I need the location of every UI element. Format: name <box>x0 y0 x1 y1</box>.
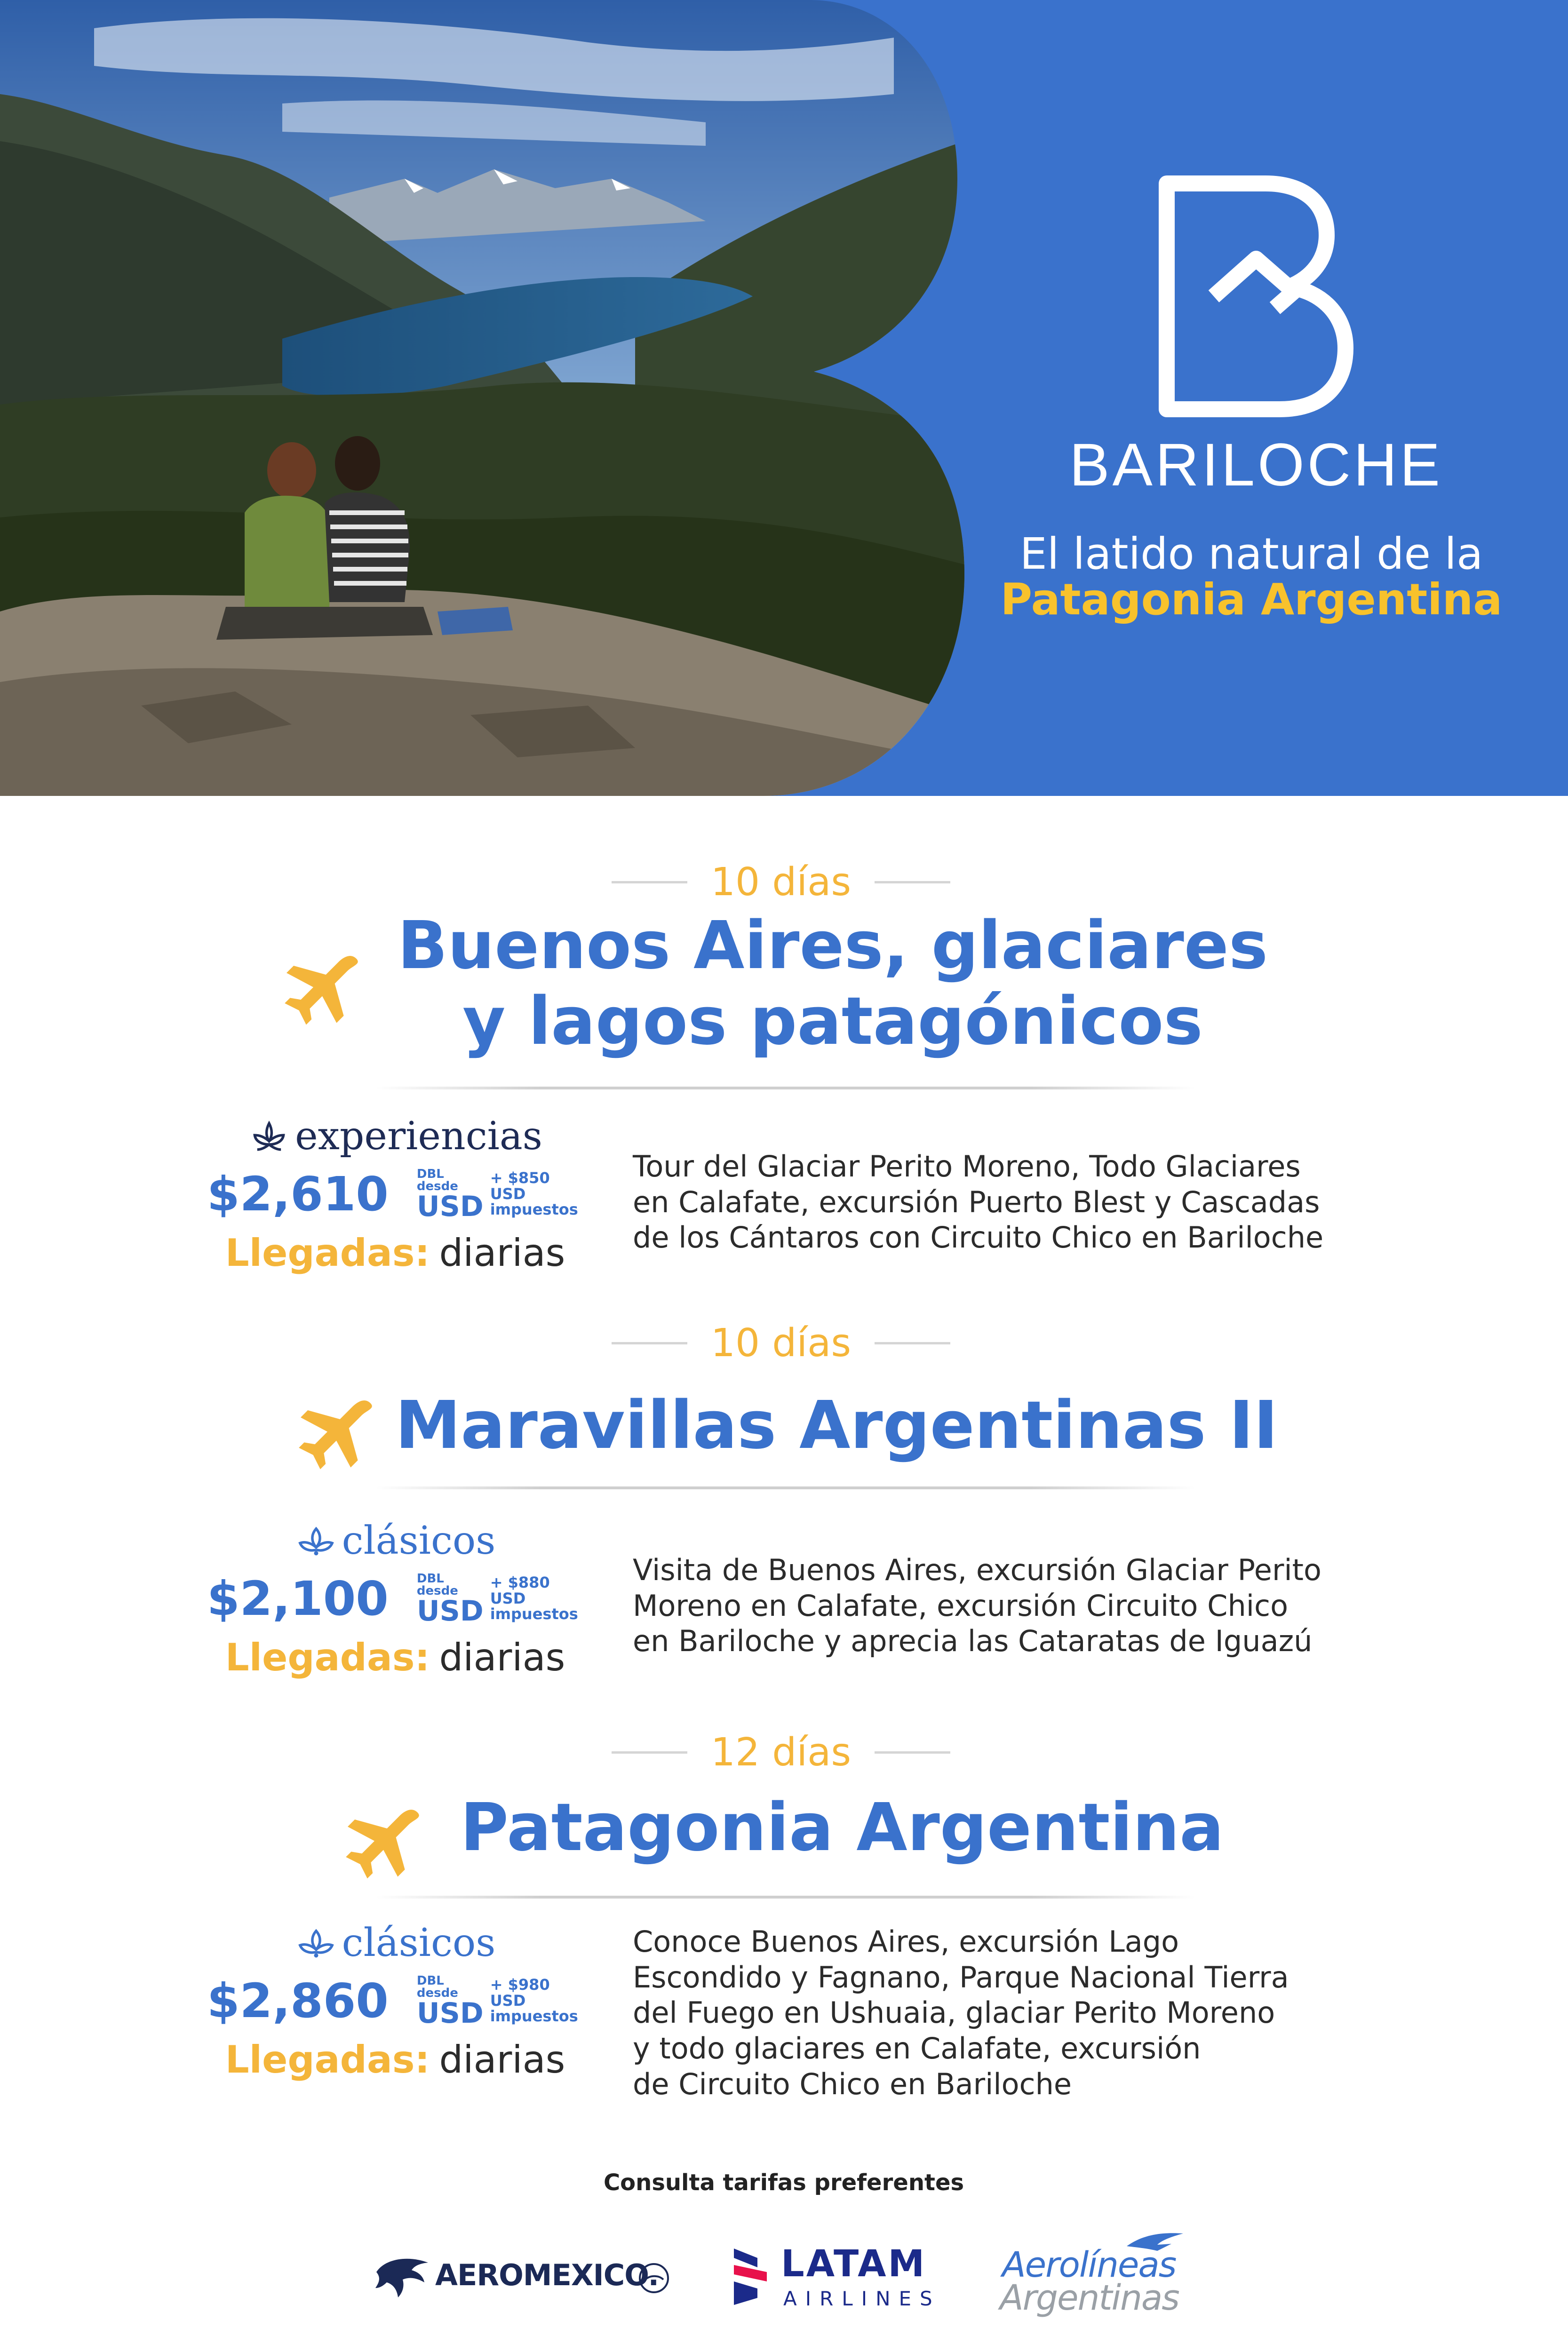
currency-box <box>416 1973 485 2030</box>
package-title-line: Buenos Aires, glaciares <box>397 907 1268 984</box>
description-line: Escondido y Fagnano, Parque Nacional Tierra <box>633 1960 1289 1994</box>
tax-amount: + $880 USD <box>490 1573 550 1607</box>
package-title-line: y lagos patagónicos <box>462 983 1203 1060</box>
package-title <box>367 908 1298 1059</box>
aerolineas-logo-line-1: Aerolíneas <box>1002 2245 1176 2285</box>
duration-row <box>612 1317 950 1369</box>
arrivals-value: diarias <box>439 1636 565 1679</box>
package-card <box>0 1317 1568 1693</box>
dbl-label: DBL desde <box>416 1167 458 1193</box>
tax-label: impuestos <box>490 2007 578 2026</box>
tagline-line-1: El latido natural de la <box>1019 529 1483 579</box>
description-line: Tour del Glaciar Perito Moreno, Todo Glaciares <box>633 1149 1301 1184</box>
divider <box>612 1342 687 1344</box>
tax-label: impuestos <box>490 1605 578 1623</box>
currency-box <box>417 1168 485 1221</box>
description-line: de Circuito Chico en Bariloche <box>633 2066 1072 2101</box>
airplane-icon <box>278 948 367 1037</box>
tax-box <box>490 1575 583 1622</box>
tax-box <box>490 1977 583 2025</box>
arrivals-label: Llegadas: <box>225 1636 430 1679</box>
package-title <box>395 1387 1278 1464</box>
package-description <box>633 1149 1367 1255</box>
tax-box <box>490 1170 583 1218</box>
latam-logo-icon <box>729 2244 772 2310</box>
divider <box>612 1751 687 1754</box>
currency: USD <box>416 1996 484 2030</box>
title-divider <box>376 1896 1195 1899</box>
latam-airlines-label: AIRLINES <box>783 2287 941 2310</box>
leaf-icon <box>295 1922 337 1964</box>
package-pricing <box>207 1110 583 1275</box>
patagonia-landscape-photo <box>0 0 964 796</box>
leaf-icon <box>295 1519 337 1562</box>
divider <box>612 881 687 883</box>
title-divider <box>376 1486 1195 1489</box>
package-description <box>633 1924 1367 2102</box>
lotus-icon <box>248 1115 290 1157</box>
package-card <box>0 856 1568 1279</box>
currency: USD <box>416 1594 484 1628</box>
title-divider <box>376 1087 1195 1089</box>
tax-label: impuestos <box>490 1200 578 1219</box>
airlines-heading: Consulta tarifas preferentes <box>603 2169 964 2196</box>
arrivals-value: diarias <box>439 1231 565 1275</box>
price: $2,860 <box>207 1973 389 2028</box>
dbl-label: DBL desde <box>416 1973 458 2000</box>
price: $2,100 <box>207 1571 389 1626</box>
brand-name: BARILOCHE <box>1069 431 1443 499</box>
price-row <box>207 1571 583 1626</box>
duration-label: 10 días <box>710 859 852 905</box>
description-line: Moreno en Calafate, excursión Circuito Chico <box>633 1588 1289 1623</box>
package-title-line: Maravillas Argentinas II <box>395 1387 1278 1464</box>
dbl-label: DBL desde <box>416 1571 458 1598</box>
aeromexico-logo: AEROMEXICO. <box>435 2258 659 2292</box>
category-label <box>207 1515 583 1566</box>
category-name: clásicos <box>342 1920 496 1965</box>
arrivals-label: Llegadas: <box>225 1231 430 1275</box>
airplane-icon <box>339 1802 428 1891</box>
description-line: Visita de Buenos Aires, excursión Glaciar Perito <box>633 1553 1321 1587</box>
package-description <box>633 1552 1367 1659</box>
description-line: Conoce Buenos Aires, excursión Lago <box>633 1924 1179 1959</box>
description-line: y todo glaciares en Calafate, excursión <box>633 2031 1201 2066</box>
divider <box>875 881 950 883</box>
category-name: experiencias <box>295 1113 542 1159</box>
price: $2,610 <box>207 1167 389 1222</box>
price-row <box>207 1167 583 1222</box>
tagline-line-2: Patagonia Argentina <box>1000 574 1503 625</box>
aeromexico-eagle-icon <box>372 2253 433 2300</box>
divider <box>875 1342 950 1344</box>
description-line: en Bariloche y aprecia las Cataratas de Iguazú <box>633 1624 1313 1659</box>
package-title-line: Patagonia Argentina <box>460 1789 1224 1866</box>
bariloche-logo-icon <box>1157 174 1355 419</box>
tax-amount: + $850 USD <box>490 1169 550 1203</box>
duration-label: 12 días <box>710 1730 852 1775</box>
arrivals <box>207 1636 583 1679</box>
duration-row <box>612 1726 950 1778</box>
currency: USD <box>416 1190 484 1223</box>
arrivals <box>207 2038 583 2082</box>
category-label <box>207 1917 583 1969</box>
package-card <box>0 1726 1568 2150</box>
footer-waves <box>0 2347 1568 2352</box>
duration-label: 10 días <box>710 1320 852 1366</box>
category-label <box>207 1110 583 1162</box>
description-line: de los Cántaros con Circuito Chico en Bariloche <box>633 1220 1324 1255</box>
price-row <box>207 1973 583 2028</box>
description-line: del Fuego en Ushuaia, glaciar Perito Moreno <box>633 1995 1275 2030</box>
airplane-icon <box>292 1392 381 1482</box>
divider <box>875 1751 950 1754</box>
tax-amount: + $980 USD <box>490 1976 550 2010</box>
package-pricing <box>207 1917 583 2082</box>
description-line: en Calafate, excursión Puerto Blest y Cascadas <box>633 1184 1320 1219</box>
hero-banner <box>0 0 1568 796</box>
arrivals <box>207 1231 583 1275</box>
package-pricing <box>207 1515 583 1679</box>
arrivals-label: Llegadas: <box>225 2038 430 2082</box>
aerolineas-logo-line-2: Argentinas <box>1000 2278 1179 2318</box>
duration-row <box>612 856 950 908</box>
category-name: clásicos <box>342 1518 496 1563</box>
arrivals-value: diarias <box>439 2038 565 2082</box>
package-title <box>442 1790 1242 1866</box>
currency-box <box>416 1571 485 1628</box>
tagline <box>974 529 1529 625</box>
skyteam-seal-icon <box>637 2262 670 2295</box>
latam-logo: LATAM <box>781 2243 927 2285</box>
